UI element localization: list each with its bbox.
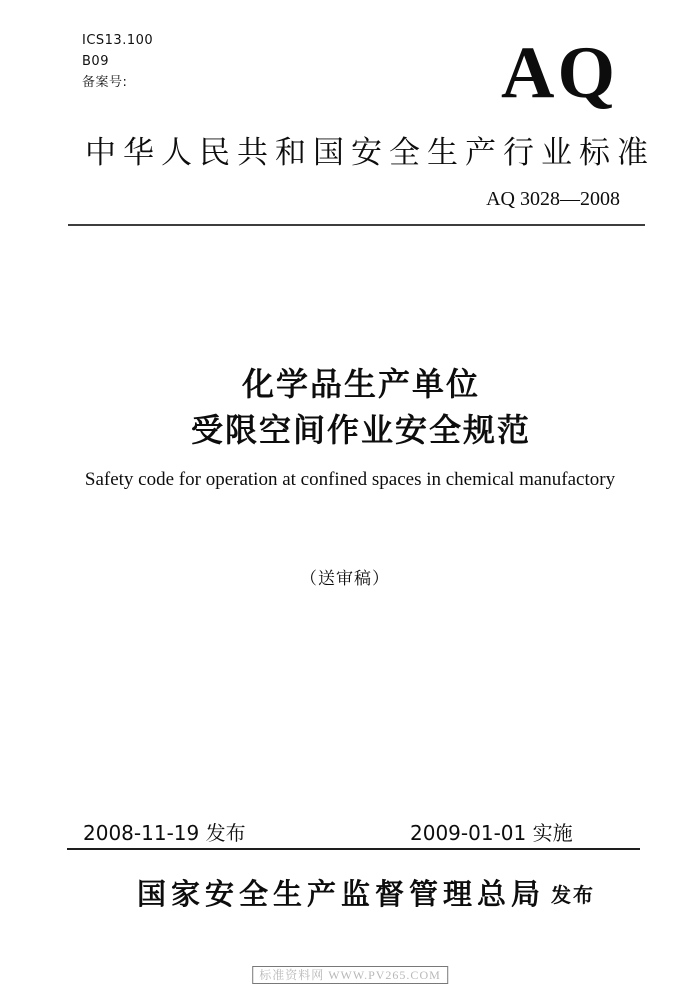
english-subtitle: Safety code for operation at confined spaces in chemical manufactory	[84, 469, 616, 490]
standard-number: AQ 3028—2008	[486, 188, 620, 210]
ics-code: ICS13.100	[82, 33, 154, 48]
effective-date: 2009-01-01 实施	[410, 821, 573, 845]
header-divider-line	[68, 224, 645, 226]
standard-type-heading: 中华人民共和国安全生产行业标准	[85, 135, 655, 171]
title-line-2: 受限空间作业安全规范	[190, 411, 531, 449]
title-line-1: 化学品生产单位	[241, 365, 480, 403]
document-title	[0, 361, 700, 453]
publisher-line	[0, 872, 700, 913]
classification-block	[82, 30, 153, 93]
aq-logo: AQ	[501, 32, 618, 114]
issue-date: 2008-11-19 发布	[83, 821, 246, 845]
watermark-box: 标准资料网 WWW.PV265.COM	[252, 966, 448, 984]
publisher-action: 发布	[551, 883, 595, 907]
record-number-label: 备案号:	[82, 75, 128, 90]
publisher-name: 国家安全生产监督管理总局	[136, 879, 545, 911]
footer-divider-line	[67, 848, 640, 850]
draft-note: （送审稿）	[300, 569, 390, 588]
category-code: B09	[82, 54, 109, 69]
